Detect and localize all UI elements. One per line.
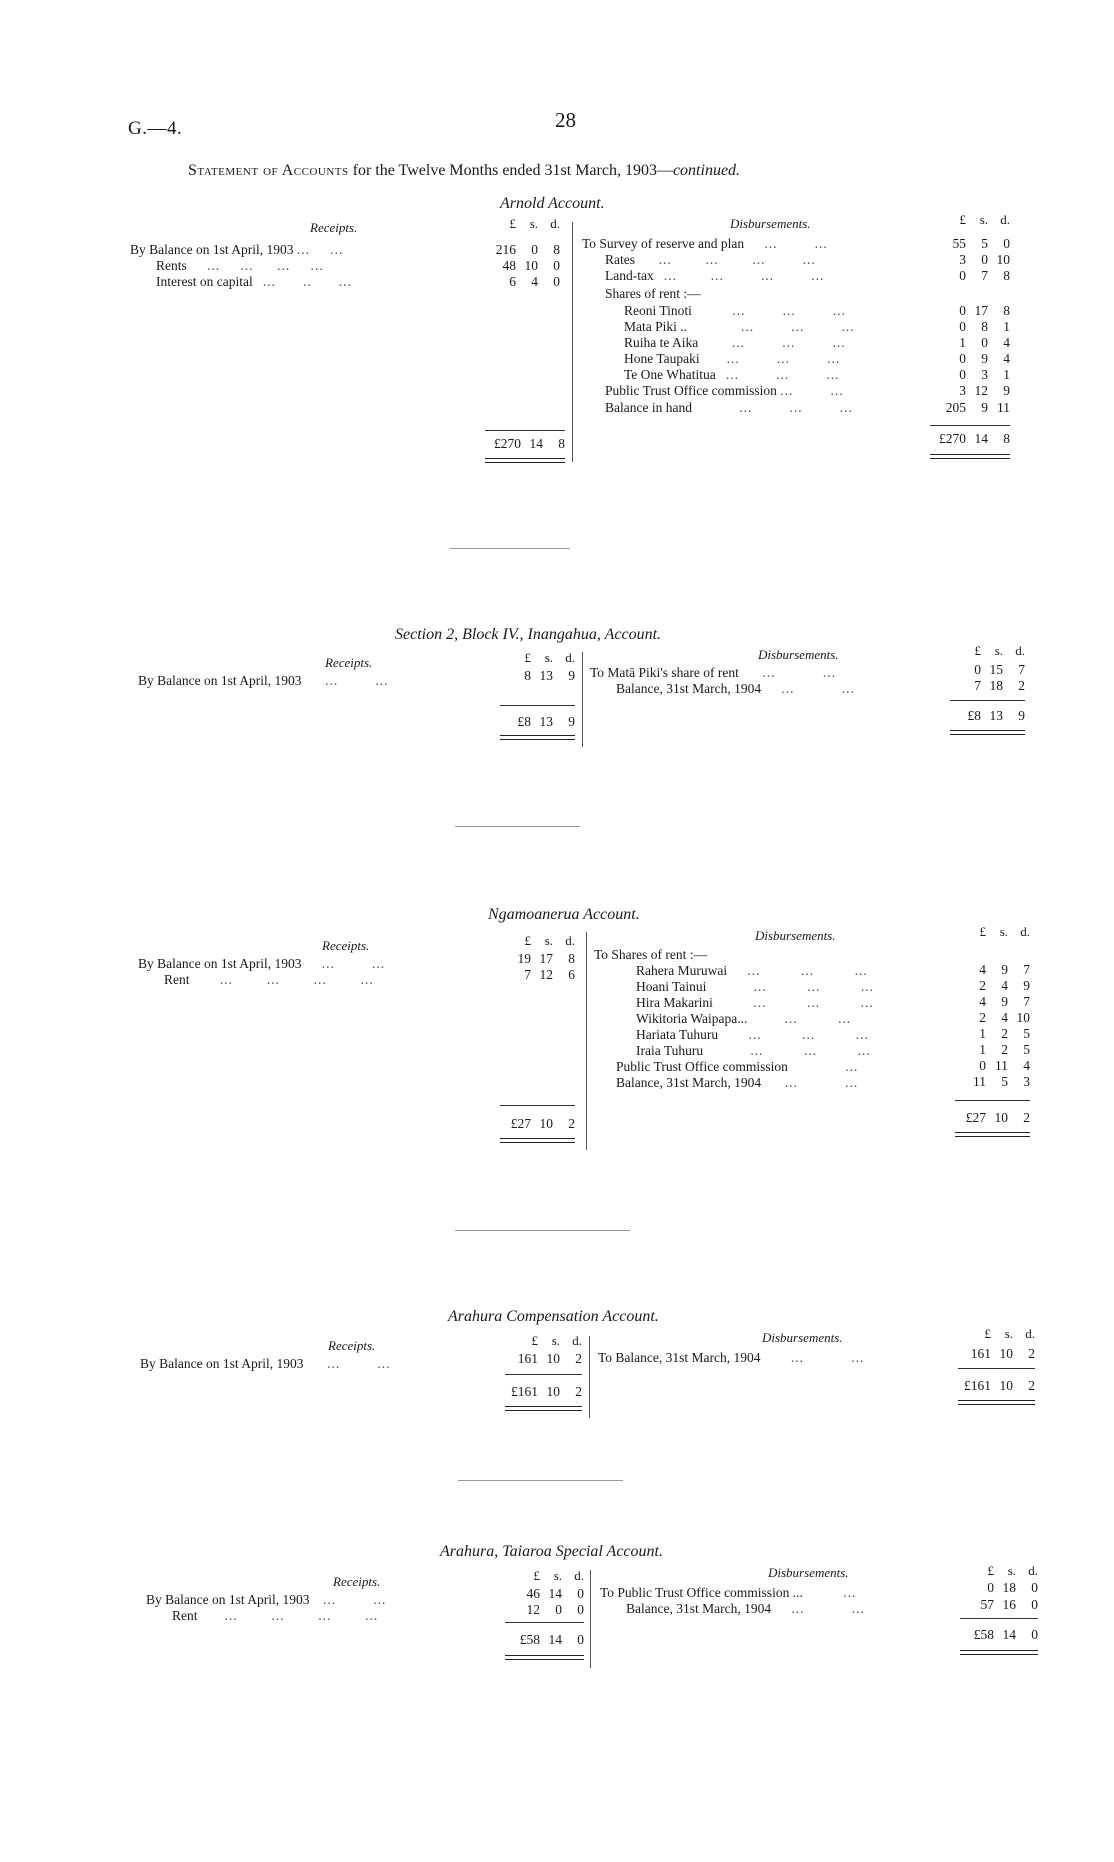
- receipts-heading: Receipts.: [333, 1574, 381, 1589]
- account-title: Arahura, Taiaroa Special Account.: [440, 1543, 663, 1560]
- disbursements-currency-header: £ s. d.: [959, 212, 1010, 227]
- disbursement-line-amount: 0 17 8: [959, 303, 1010, 318]
- total-double-rule: [500, 735, 575, 740]
- section-separator: [450, 548, 570, 549]
- receipts-total: £58 14 0: [519, 1632, 584, 1647]
- disbursement-line-amount: 1 2 5: [979, 1042, 1030, 1057]
- disbursement-line-label: To Matā Piki's share of rent ... ...: [590, 665, 836, 680]
- title-small-caps: Statement of Accounts: [188, 162, 349, 179]
- receipts-currency-header: £ s. d.: [524, 933, 575, 948]
- receipt-line-amount: 8 13 9: [524, 668, 575, 683]
- total-double-rule: [955, 1132, 1030, 1137]
- disbursement-line-label: Public Trust Office commission ... ...: [605, 383, 844, 398]
- receipt-line-label: Rent ... ... ... ...: [172, 1608, 379, 1623]
- disbursement-line-amount: 1 0 4: [959, 335, 1010, 350]
- disbursement-line-label: Hira Makarini ... ... ...: [636, 995, 874, 1010]
- disbursements-total: £8 13 9: [967, 708, 1025, 723]
- total-double-rule: [505, 1655, 584, 1660]
- document-reference: G.—4.: [128, 118, 183, 139]
- disbursement-line-amount: 2 4 10: [979, 1010, 1030, 1025]
- disbursement-line-label: Reoni Tinoti ... ... ...: [624, 303, 847, 318]
- disbursements-heading: Disbursements.: [762, 1330, 843, 1345]
- subtotal-rule: [505, 1374, 582, 1375]
- disbursements-heading: Disbursements.: [730, 216, 811, 231]
- receipts-currency-header: £ s. d.: [524, 650, 575, 665]
- subtotal-rule: [958, 1368, 1035, 1369]
- disbursements-currency-header: £ s. d.: [979, 924, 1030, 939]
- subtotal-rule: [485, 430, 565, 431]
- subtotal-rule: [500, 1105, 575, 1106]
- receipt-line-amount: 7 12 6: [524, 967, 575, 982]
- receipt-line-label: Rents ... ... ... ...: [156, 258, 324, 273]
- disbursement-line-label: Balance, 31st March, 1904 ... ...: [616, 681, 855, 696]
- receipt-line-label: By Balance on 1st April, 1903 ... ...: [130, 242, 344, 257]
- disbursements-total: £270 14 8: [939, 431, 1010, 446]
- disbursement-line-amount: 7 18 2: [974, 678, 1025, 693]
- disbursement-line-label: Iraia Tuhuru ... ... ...: [636, 1043, 871, 1058]
- disbursement-line-amount: 2 4 9: [979, 978, 1030, 993]
- receipt-line-amount: 48 10 0: [502, 258, 560, 273]
- title-continued: continued.: [672, 162, 741, 179]
- total-double-rule: [950, 730, 1025, 735]
- receipt-line-amount: 216 0 8: [495, 242, 560, 257]
- account-title: Ngamoanerua Account.: [488, 906, 640, 923]
- disbursement-line-label: Balance, 31st March, 1904 ... ...: [616, 1075, 859, 1090]
- disbursement-line-amount: 0 7 8: [959, 268, 1010, 283]
- disbursements-total: £58 14 0: [973, 1627, 1038, 1642]
- disbursement-line-label: Hariata Tuhuru ... ... ...: [636, 1027, 869, 1042]
- receipt-line-amount: 6 4 0: [509, 274, 560, 289]
- receipts-heading: Receipts.: [328, 1338, 376, 1353]
- disbursement-line-amount: 4 9 7: [979, 962, 1030, 977]
- disbursement-line-label: Ruiha te Aika ... ... ...: [624, 335, 846, 350]
- receipts-heading: Receipts.: [310, 220, 358, 235]
- disbursement-line-label: Land-tax ... ... ... ...: [605, 268, 825, 283]
- column-divider: [586, 932, 587, 1150]
- receipts-currency-header: £ s. d.: [533, 1568, 584, 1583]
- disbursement-line-amount: 0 3 1: [959, 367, 1010, 382]
- disbursement-line-label: Balance, 31st March, 1904 ... ...: [626, 1601, 865, 1616]
- disbursement-line-label: Balance in hand ... ... ...: [605, 400, 853, 415]
- subtotal-rule: [955, 1100, 1030, 1101]
- disbursement-line-amount: 11 5 3: [973, 1074, 1030, 1089]
- section-separator: [458, 1480, 623, 1481]
- receipt-line-amount: 46 14 0: [526, 1586, 584, 1601]
- receipts-currency-header: £ s. d.: [509, 216, 560, 231]
- total-double-rule: [960, 1650, 1038, 1655]
- disbursement-line-amount: 3 12 9: [959, 383, 1010, 398]
- total-double-rule: [930, 454, 1010, 459]
- page-title: [188, 162, 740, 180]
- total-double-rule: [500, 1138, 575, 1143]
- disbursement-line-amount: 0 18 0: [987, 1580, 1038, 1595]
- disbursement-line-amount: 205 9 11: [945, 400, 1010, 415]
- disbursements-heading: Disbursements.: [755, 928, 836, 943]
- total-double-rule: [485, 458, 565, 463]
- disbursement-line-label: Rahera Muruwai ... ... ...: [636, 963, 868, 978]
- total-double-rule: [958, 1400, 1035, 1405]
- receipt-line-amount: 19 17 8: [517, 951, 575, 966]
- disbursement-line-amount: 0 11 4: [979, 1058, 1030, 1073]
- disbursement-line-label: Wikitoria Waipapa... ... ...: [636, 1011, 852, 1026]
- receipts-total: £8 13 9: [517, 714, 575, 729]
- disbursement-line-label: To Survey of reserve and plan ... ...: [582, 236, 828, 251]
- disbursement-line-label: Rates ... ... ... ...: [605, 252, 816, 267]
- receipt-line-label: By Balance on 1st April, 1903 ... ...: [138, 673, 389, 688]
- account-title: Section 2, Block IV., Inangahua, Account.: [395, 626, 662, 643]
- disbursements-currency-header: £ s. d.: [987, 1563, 1038, 1578]
- disbursement-line-amount: 0 8 1: [959, 319, 1010, 334]
- disbursement-line-label: Te One Whatitua ... ... ...: [624, 367, 840, 382]
- receipt-line-amount: 161 10 2: [517, 1351, 582, 1366]
- receipt-line-label: Rent ... ... ... ...: [164, 972, 374, 987]
- receipts-total: £27 10 2: [510, 1116, 575, 1131]
- disbursement-line-label: To Public Trust Office commission ... ...: [600, 1585, 857, 1600]
- disbursement-line-label: Public Trust Office commission ...: [616, 1059, 859, 1074]
- disbursement-line-label: To Balance, 31st March, 1904 ... ...: [598, 1350, 865, 1365]
- receipts-total: £161 10 2: [511, 1384, 582, 1399]
- receipt-line-label: By Balance on 1st April, 1903 ... ...: [140, 1356, 391, 1371]
- account-title: Arnold Account.: [500, 195, 605, 212]
- disbursement-line-amount: 1 2 5: [979, 1026, 1030, 1041]
- receipt-line-label: Interest on capital ... .. ...: [156, 274, 352, 289]
- disbursement-line-amount: 3 0 10: [959, 252, 1010, 267]
- subtotal-rule: [500, 705, 575, 706]
- receipts-total: £270 14 8: [494, 436, 565, 451]
- receipt-line-label: By Balance on 1st April, 1903 ... ...: [138, 956, 386, 971]
- subtotal-rule: [950, 700, 1025, 701]
- receipts-heading: Receipts.: [325, 655, 373, 670]
- receipt-line-amount: 12 0 0: [526, 1602, 584, 1617]
- disbursements-heading: Disbursements.: [758, 647, 839, 662]
- column-divider: [589, 1336, 590, 1418]
- disbursement-line-amount: 0 15 7: [974, 662, 1025, 677]
- column-divider: [572, 222, 573, 462]
- account-title: Arahura Compensation Account.: [448, 1308, 659, 1325]
- section-separator: [455, 826, 580, 827]
- disbursement-subheading: To Shares of rent :—: [594, 947, 708, 962]
- disbursement-line-label: Hone Taupaki ... ... ...: [624, 351, 841, 366]
- disbursements-currency-header: £ s. d.: [974, 643, 1025, 658]
- receipts-currency-header: £ s. d.: [531, 1333, 582, 1348]
- subtotal-rule: [505, 1622, 584, 1623]
- disbursement-line-amount: 4 9 7: [979, 994, 1030, 1009]
- disbursements-total: £27 10 2: [965, 1110, 1030, 1125]
- column-divider: [590, 1570, 591, 1668]
- disbursement-line-amount: 55 5 0: [952, 236, 1010, 251]
- disbursement-line-amount: 0 9 4: [959, 351, 1010, 366]
- subtotal-rule: [930, 425, 1010, 426]
- receipts-heading: Receipts.: [322, 938, 370, 953]
- total-double-rule: [505, 1406, 582, 1411]
- subtotal-rule: [960, 1618, 1038, 1619]
- section-separator: [455, 1230, 630, 1231]
- disbursement-line-amount: 161 10 2: [970, 1346, 1035, 1361]
- disbursement-line-label: Hoani Tainui ... ... ...: [636, 979, 875, 994]
- disbursements-heading: Disbursements.: [768, 1565, 849, 1580]
- disbursement-line-label: Mata Piki .. ... ... ...: [624, 319, 855, 334]
- receipt-line-label: By Balance on 1st April, 1903 ... ...: [146, 1592, 387, 1607]
- column-divider: [582, 652, 583, 747]
- disbursement-line-amount: 57 16 0: [980, 1597, 1038, 1612]
- page-number: 28: [555, 108, 576, 132]
- title-rest: for the Twelve Months ended 31st March, 1903—: [348, 162, 673, 179]
- disbursements-total: £161 10 2: [964, 1378, 1035, 1393]
- disbursements-currency-header: £ s. d.: [984, 1326, 1035, 1341]
- disbursement-subheading: Shares of rent :—: [605, 286, 701, 301]
